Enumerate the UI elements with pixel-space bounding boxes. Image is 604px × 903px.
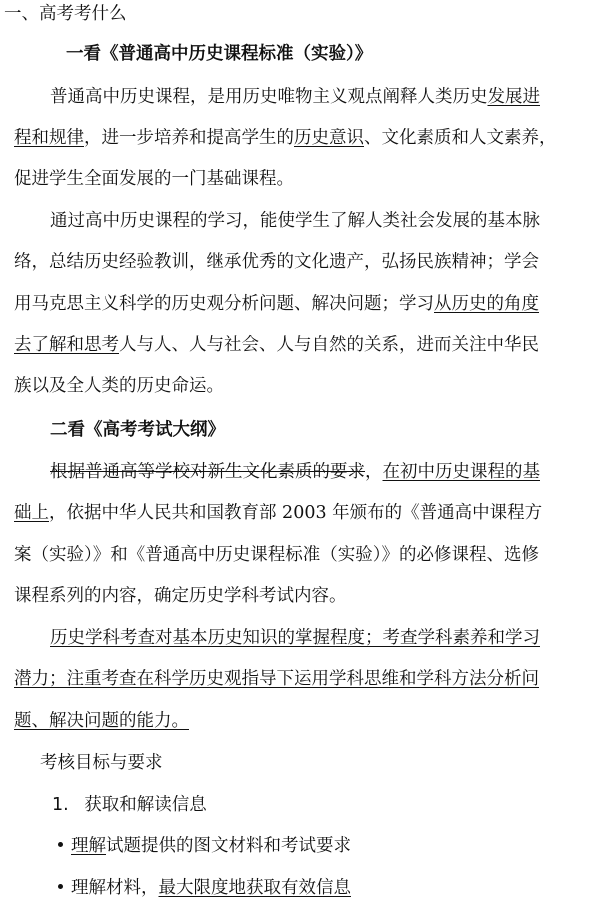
paragraph-line xyxy=(14,333,539,357)
paragraph-line: 潜力；注重考查在科学历史观指导下运用学科思维和学科方法分析问 xyxy=(14,669,539,689)
underlined-text: 在初中历史课程的基 xyxy=(382,462,540,482)
text-span: 普通高中历史课程，是用历史唯物主义观点阐释人类历史 xyxy=(50,87,488,107)
paragraph-line xyxy=(14,292,539,316)
numbered-item xyxy=(52,793,207,817)
text-span: 人与人、人与社会、人与自然的关系，进而关注中华民 xyxy=(119,335,539,355)
text-span: ，依据中华人民共和国教育部 2003 年颁布的《普通高中课程方 xyxy=(49,503,543,523)
paragraph-line: 案（实验）》和《普通高中历史课程标准（实验）》的必修课程、选修 xyxy=(14,545,539,565)
bullet-icon xyxy=(58,884,63,889)
bullet-icon xyxy=(58,842,63,847)
paragraph-line: 络，总结历史经验教训，继承优秀的文化遗产，弘扬民族精神；学会 xyxy=(14,252,539,272)
paragraph-line xyxy=(50,460,540,484)
underlined-text: 础上 xyxy=(14,503,49,523)
paragraph-line: 促进学生全面发展的一门基础课程。 xyxy=(14,169,294,189)
text-span: ，进一步培养和提高学生的 xyxy=(84,128,294,148)
underlined-text: 理解 xyxy=(71,836,106,856)
struck-text: 根据普通高等学校对新生文化素质的要求 xyxy=(50,462,365,482)
item-text: 获取和解读信息 xyxy=(84,795,207,815)
paragraph-line: 通过高中历史课程的学习，能使学生了解人类社会发展的基本脉 xyxy=(50,211,540,231)
underlined-text: 从历史的角度 xyxy=(434,294,539,314)
underlined-text: 去了解和思考 xyxy=(14,335,119,355)
text-span: 、文化素质和人文素养， xyxy=(364,128,557,148)
section-heading: 一、高考考什么 xyxy=(4,4,127,24)
text-span: 用马克思主义科学的历史观分析问题、解决问题；学习 xyxy=(14,294,434,314)
paragraph-line xyxy=(14,126,557,150)
text-span: 理解材料， xyxy=(71,878,159,898)
paragraph-line: 历史学科考查对基本历史知识的掌握程度；考查学科素养和学习 xyxy=(50,628,540,648)
underlined-text: 最大限度地获取有效信息 xyxy=(158,878,351,898)
underlined-text: 历史意识 xyxy=(294,128,364,148)
paragraph-line xyxy=(14,501,542,525)
subsection-title-exam-outline: 二看《高考考试大纲》 xyxy=(50,420,225,440)
paragraph-line xyxy=(50,85,540,109)
bullet-item xyxy=(58,876,351,900)
item-number: 1. xyxy=(52,795,69,815)
underlined-text: 发展进 xyxy=(487,87,540,107)
underlined-text: 程和规律 xyxy=(14,128,84,148)
subsection-title-curriculum-standard: 一看《普通高中历史课程标准（实验）》 xyxy=(66,44,373,64)
bullet-item xyxy=(58,834,351,858)
paragraph-line: 课程系列的内容，确定历史学科考试内容。 xyxy=(14,586,347,606)
goals-heading: 考核目标与要求 xyxy=(40,753,163,773)
paragraph-line: 族以及全人类的历史命运。 xyxy=(14,376,224,396)
paragraph-line: 题、解决问题的能力。 xyxy=(14,711,189,731)
text-span: 试题提供的图文材料和考试要求 xyxy=(106,836,351,856)
text-span: ， xyxy=(365,462,383,482)
